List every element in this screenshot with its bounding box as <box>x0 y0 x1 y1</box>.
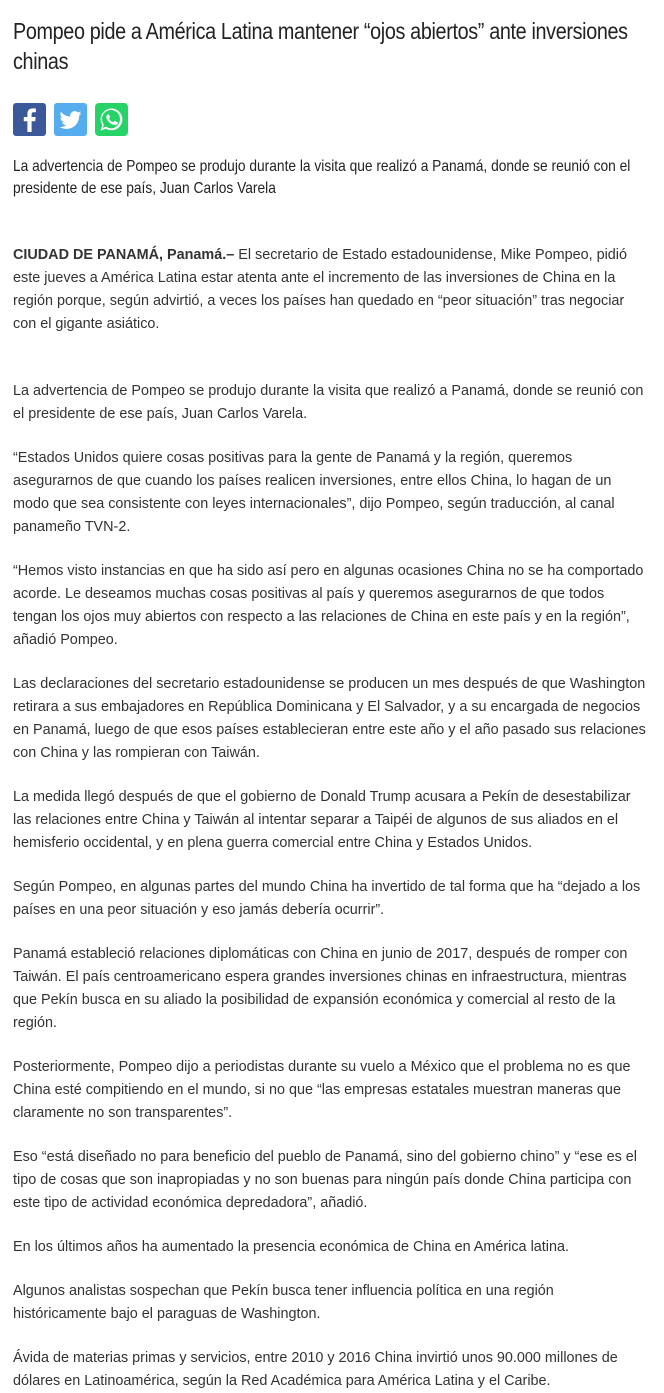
body-paragraph: Según Pompeo, en algunas partes del mundo China ha invertido de tal forma que ha “dejado a los países en una peor situación y eso jamás debería ocurrir”. <box>13 879 641 918</box>
lead-text: El secretario de Estado estadounidense, Mike Pompeo, pidió este jueves a América Latina estar atenta ante el incremento de las inversiones de China en la región porque, según advirtió, a veces los países han quedado en “peor situación” tras negociar con el gigante asiático. <box>13 247 628 332</box>
dateline: CIUDAD DE PANAMÁ, Panamá.– <box>13 247 235 263</box>
facebook-icon <box>13 103 46 136</box>
twitter-share-button[interactable] <box>54 103 87 136</box>
whatsapp-icon <box>95 103 128 136</box>
body-paragraph: Las declaraciones del secretario estadounidense se producen un mes después de que Washington retirara a sus embajadores en República Dominicana y El Salvador, y a su encargada de negocios en Panamá, luego de que esos países establecieran entre este año y el año pasado sus relaciones con China y las rompieran con Taiwán. <box>13 676 646 761</box>
body-paragraph: La medida llegó después de que el gobierno de Donald Trump acusara a Pekín de desestabilizar las relaciones entre China y Taiwán al intentar separar a Taipéi de algunos de sus aliados en el hemisferio occidental, y en plena guerra comercial entre China y Estados Unidos. <box>13 789 631 851</box>
whatsapp-share-button[interactable] <box>95 103 128 136</box>
body-paragraph: La advertencia de Pompeo se produjo durante la visita que realizó a Panamá, donde se reunió con el presidente de ese país, Juan Carlos Varela. <box>13 383 644 422</box>
body-paragraph: Algunos analistas sospechan que Pekín busca tener influencia política en una región históricamente bajo el paraguas de Washington. <box>13 1283 554 1322</box>
twitter-icon <box>54 103 87 136</box>
article-headline: Pompeo pide a América Latina mantener “ojos abiertos” ante inversiones chinas <box>13 18 628 74</box>
body-paragraph: En los últimos años ha aumentado la presencia económica de China en América latina. <box>13 1239 569 1255</box>
body-paragraph: Panamá estableció relaciones diplomáticas con China en junio de 2017, después de romper con Taiwán. El país centroamericano espera grandes inversiones chinas en infraestructura, mientras que Pekín busca en su aliado la posibilidad de expansión económica y comercial al resto de la región. <box>13 946 628 1031</box>
share-bar <box>13 103 651 136</box>
lead-paragraph <box>13 244 651 336</box>
body-paragraph: Posteriormente, Pompeo dijo a periodistas durante su vuelo a México que el problema no es que China esté compitiendo en el mundo, si no que “las empresas estatales muestran maneras que claramente no son transparentes”. <box>13 1059 631 1121</box>
facebook-share-button[interactable] <box>13 103 46 136</box>
body-paragraph: Ávida de materias primas y servicios, entre 2010 y 2016 China invirtió unos 90.000 millones de dólares en Latinoamérica, según la Red Académica para América Latina y el Caribe. <box>13 1350 618 1389</box>
body-paragraph: “Estados Unidos quiere cosas positivas para la gente de Panamá y la región, queremos asegurarnos de que cuando los países realicen inversiones, entre ellos China, lo hagan de un modo que sea consistente con leyes internacionales”, dijo Pompeo, según traducción, al canal panameño TVN-2. <box>13 450 615 535</box>
article-body <box>13 244 651 1393</box>
body-paragraph: Eso “está diseñado no para beneficio del pueblo de Panamá, sino del gobierno chino” y “ese es el tipo de cosas que son inapropiadas y no son buenas para ningún país donde China participa con este tipo de actividad económica depredadora”, añadió. <box>13 1149 638 1211</box>
article-subheadline: La advertencia de Pompeo se produjo durante la visita que realizó a Panamá, donde se reunió con el presidente de ese país, Juan Carlos Varela <box>13 158 631 197</box>
body-paragraph: “Hemos visto instancias en que ha sido así pero en algunas ocasiones China no se ha comportado acorde. Le deseamos muchas cosas positivas al país y queremos asegurarnos de que todos tengan los ojos muy abiertos con respecto a las relaciones de China en este país y en la región”, añadió Pompeo. <box>13 563 644 648</box>
